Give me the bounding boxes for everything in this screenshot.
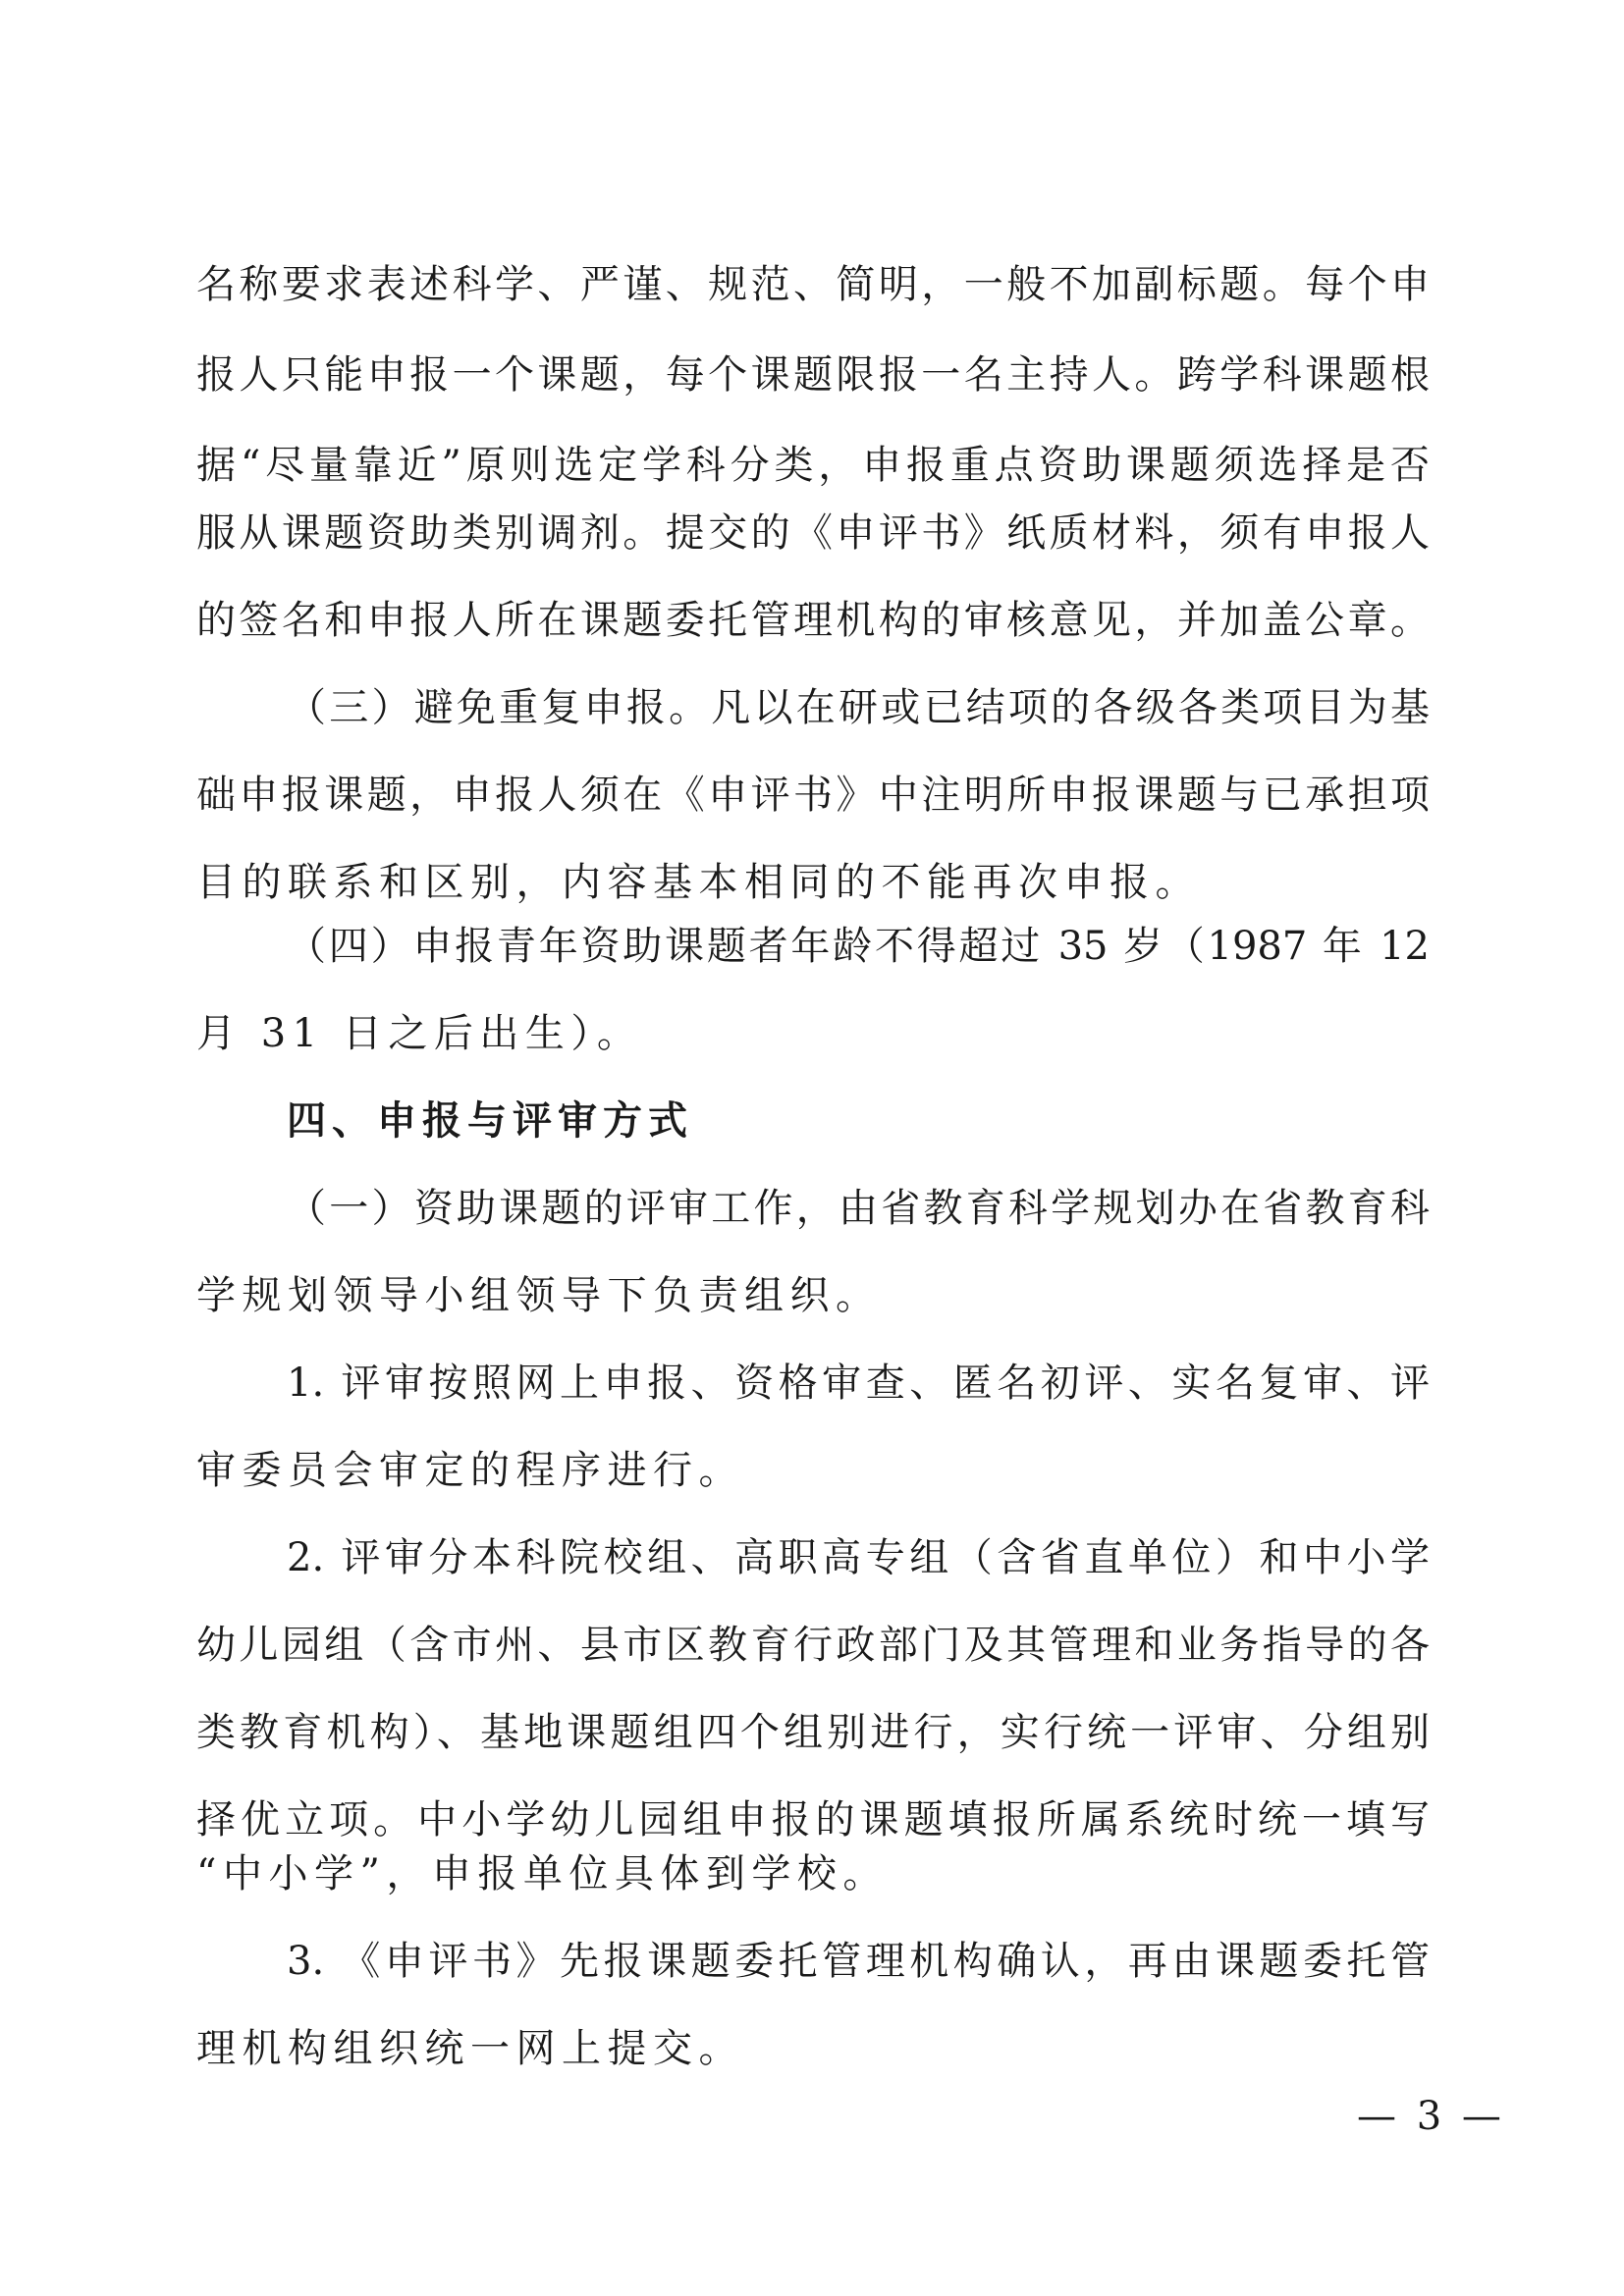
text-line: 类教育机构）、基地课题组四个组别进行，实行统一评审、分组别: [196, 1710, 1430, 1755]
paragraph-start-line: （三）避免重复申报。凡以在研或已结项的各级各类项目为基: [287, 685, 1430, 730]
text-line: 择优立项。中小学幼儿园组申报的课题填报所属系统时统一填写: [196, 1797, 1430, 1842]
text-line: 目的联系和区别，内容基本相同的不能再次申报。: [196, 860, 1201, 905]
text-line: “中小学”，申报单位具体到学校。: [196, 1851, 889, 1896]
text-line: 理机构组织统一网上提交。: [196, 2026, 744, 2071]
section-heading: 四、申报与评审方式: [287, 1098, 693, 1144]
page-number: — 3 —: [1357, 2094, 1505, 2139]
paragraph-start-line: 1. 评审按照网上申报、资格审查、匿名初评、实名复审、评: [287, 1361, 1430, 1406]
text-line: 础申报课题，申报人须在《申评书》中注明所申报课题与已承担项: [196, 773, 1430, 818]
text-line: 据“尽量靠近”原则选定学科分类，申报重点资助课题须选择是否: [196, 443, 1430, 488]
text-line: 月 31 日之后出生）。: [196, 1011, 643, 1056]
text-line: 幼儿园组（含市州、县市区教育行政部门及其管理和业务指导的各: [196, 1623, 1430, 1668]
text-line: 名称要求表述科学、严谨、规范、简明，一般不加副标题。每个申: [196, 262, 1430, 307]
paragraph-start-line: 3. 《申评书》先报课题委托管理机构确认，再由课题委托管: [287, 1939, 1430, 1984]
paragraph-start-line: （四）申报青年资助课题者年龄不得超过 35 岁（1987 年 12: [287, 924, 1430, 969]
paragraph-start-line: （一）资助课题的评审工作，由省教育科学规划办在省教育科: [287, 1186, 1430, 1231]
text-line: 学规划领导小组领导下负责组织。: [196, 1273, 882, 1318]
text-line: 审委员会审定的程序进行。: [196, 1448, 744, 1493]
paragraph-start-line: 2. 评审分本科院校组、高职高专组（含省直单位）和中小学: [287, 1535, 1430, 1580]
text-line: 服从课题资助类别调剂。提交的《申评书》纸质材料，须有申报人: [196, 510, 1430, 556]
text-line: 报人只能申报一个课题，每个课题限报一名主持人。跨学科课题根: [196, 352, 1430, 398]
text-line: 的签名和申报人所在课题委托管理机构的审核意见，并加盖公章。: [196, 598, 1430, 643]
